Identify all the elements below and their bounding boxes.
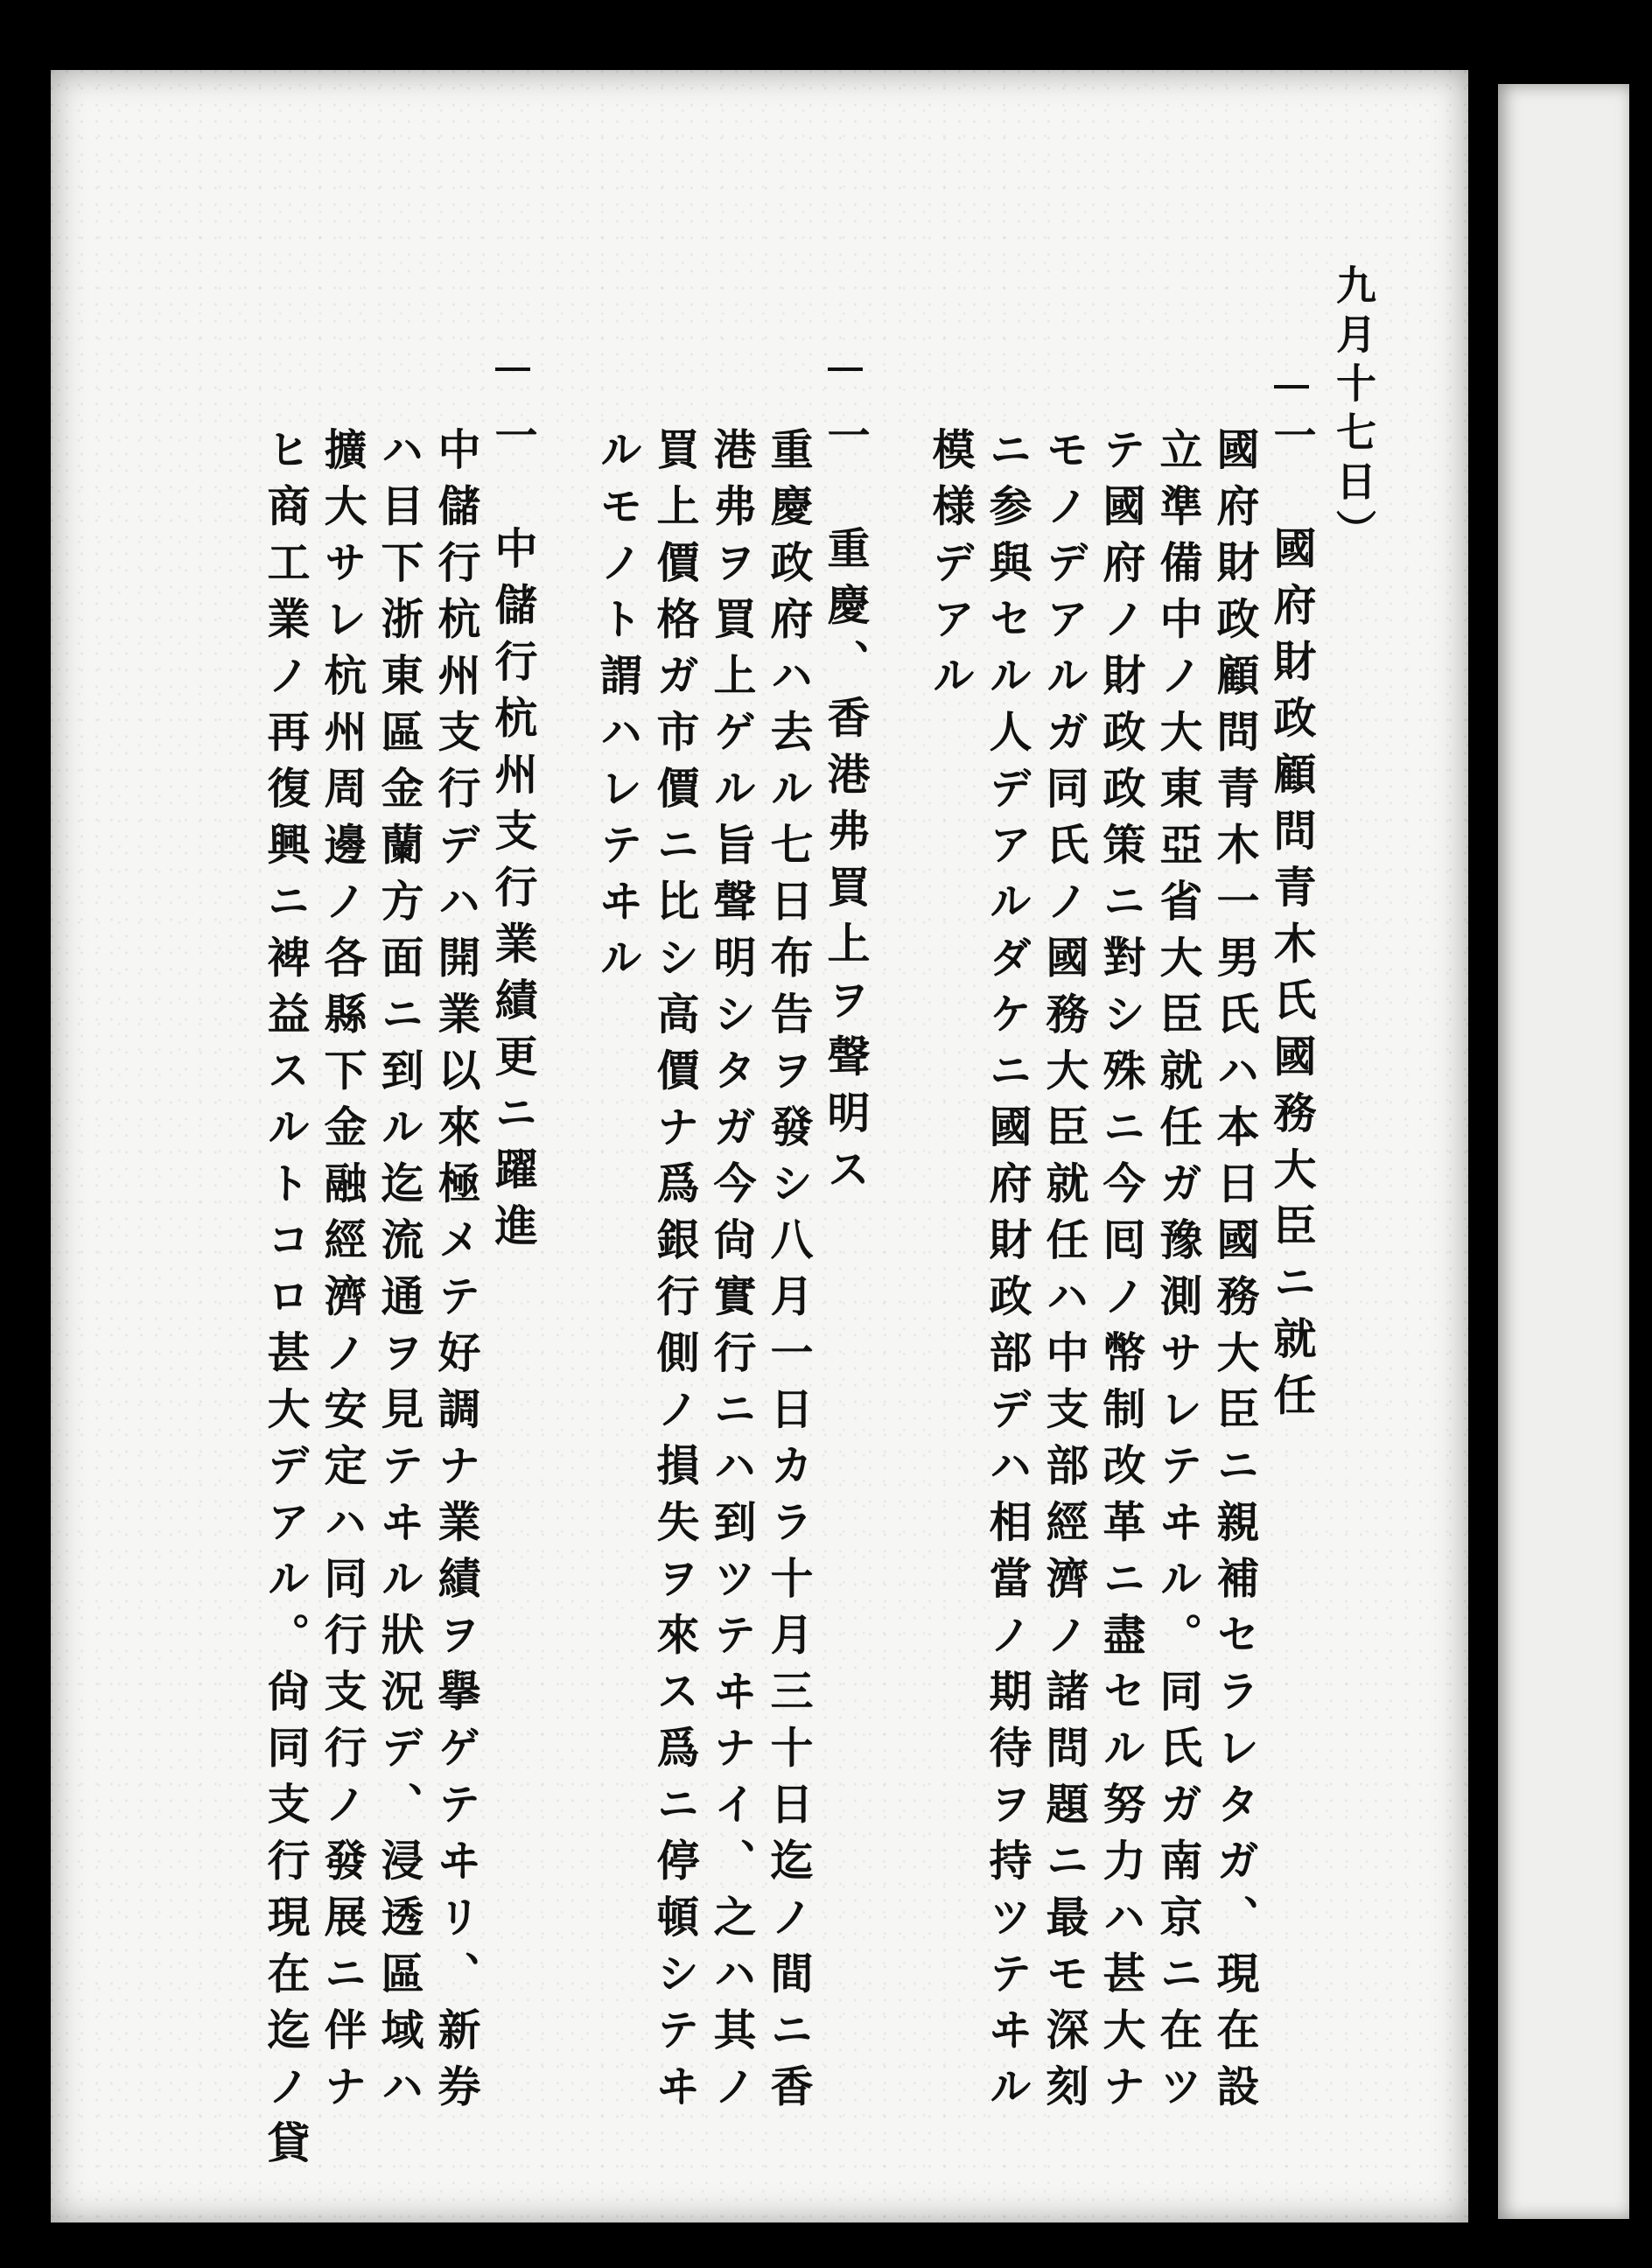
adjacent-page-edge	[1498, 84, 1629, 2219]
text-column: 國府財政顧問青木一男氏ハ本日國務大臣ニ親補セラレタガ、現在設	[1210, 427, 1261, 2120]
headline-2: 一 重慶、香港弗買上ヲ聲明ス	[821, 413, 872, 1203]
text-column: テ國府ノ財政政策ニ對シ殊ニ今囘ノ幣制改革ニ盡セル努力ハ甚大ナ	[1096, 427, 1147, 2120]
text-column: 立準備中ノ大東亞省大臣就任ガ豫測サレテヰル。同氏ガ南京ニ在ツ	[1153, 427, 1204, 2120]
text-column: モノデアルガ同氏ノ國務大臣就任ハ中支部經濟ノ諸問題ニ最モ深刻	[1040, 427, 1090, 2120]
headline-1: 一 國府財政顧問青木氏國務大臣ニ就任	[1267, 413, 1318, 1429]
date-line: 九月十七日）	[1330, 264, 1377, 558]
item-dash	[495, 368, 530, 371]
headline-3: 一 中儲行杭州支行業績更ニ躍進	[488, 413, 539, 1260]
item-dash	[828, 368, 863, 371]
text-column: ニ参與セル人デアルダケニ國府財政部デハ相當ノ期待ヲ持ツテヰル	[983, 427, 1033, 2120]
text-column: 港弗ヲ買上ゲル旨聲明シタガ今尙實行ニハ到ツテヰナイ、之ハ其ノ	[707, 427, 758, 2120]
text-column: 重慶政府ハ去ル七日布告ヲ發シ八月一日カラ十月三十日迄ノ間ニ香	[764, 427, 815, 2120]
text-column: ルモノト謂ハレテヰル	[593, 427, 644, 991]
item-dash	[1274, 385, 1309, 388]
text-column: 中儲行杭州支行デハ開業以來極メテ好調ナ業績ヲ擧ゲテヰリ、新券	[431, 427, 482, 2120]
text-column: 模様デアル	[926, 427, 976, 710]
text-column: ヒ商工業ノ再復興ニ裨益スルトコロ甚大デアル。尙同支行現在迄ノ貸	[261, 427, 312, 2177]
text-column: 買上價格ガ市價ニ比シ高價ナ爲銀行側ノ損失ヲ來ス爲ニ停頓シテヰ	[650, 427, 701, 2120]
text-column: ハ目下浙東區金蘭方面ニ到ル迄流通ヲ見テヰル狀況デ、浸透區域ハ	[374, 427, 425, 2120]
text-column: 擴大サレ杭州周邊ノ各縣下金融經濟ノ安定ハ同行支行ノ發展ニ伴ナ	[318, 427, 368, 2120]
book-page	[51, 70, 1468, 2222]
